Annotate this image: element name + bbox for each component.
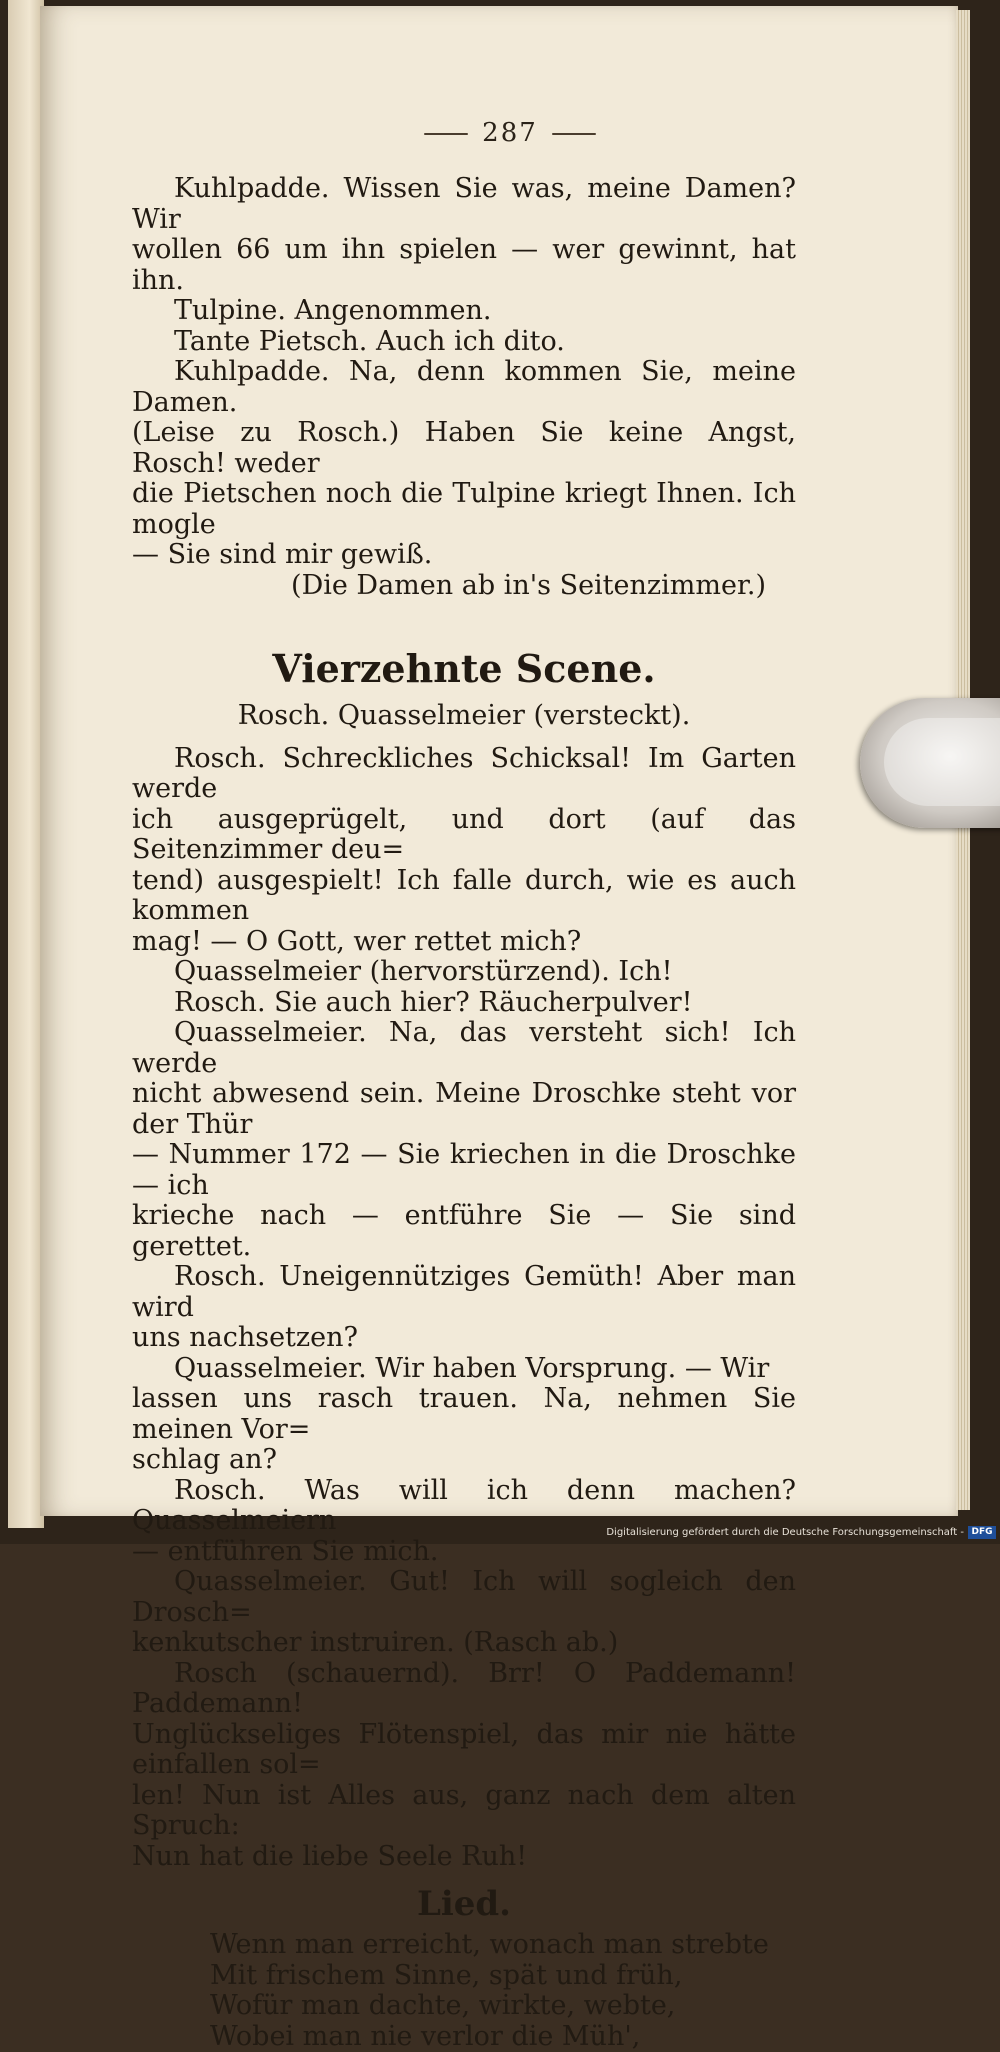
text-line: Quasselmeier. Na, das versteht sich! Ich werde (132, 1018, 796, 1079)
text-line: — entführen Sie mich. (132, 1537, 796, 1568)
page-number: 287 (40, 118, 980, 148)
song-heading: Lied. (132, 1884, 796, 1924)
text-line: Rosch. Was will ich denn machen? Quasselmeiern (132, 1476, 796, 1537)
ornament-right (552, 133, 596, 135)
page-clip-highlight (884, 718, 1000, 806)
dfg-logo: DFG (968, 1526, 996, 1539)
stage-direction: (Die Damen ab in's Seitenzimmer.) (132, 571, 796, 602)
text-line: die Pietschen noch die Tulpine kriegt Ihnen. Ich mogle (132, 479, 796, 540)
text-line: lassen uns rasch trauen. Na, nehmen Sie meinen Vor= (132, 1384, 796, 1445)
text-line: krieche nach — entführe Sie — Sie sind gerettet. (132, 1201, 796, 1262)
text-line: Kuhlpadde. Wissen Sie was, meine Damen? Wir (132, 174, 796, 235)
text-line: — Sie sind mir gewiß. (132, 540, 796, 571)
text-line: Quasselmeier. Wir haben Vorsprung. — Wir (132, 1354, 796, 1385)
text-line: Rosch (schauernd). Brr! O Paddemann! Paddemann! (132, 1659, 796, 1720)
text-line: mag! — O Gott, wer rettet mich? (132, 927, 796, 958)
left-page-edge (8, 0, 44, 1528)
text-line: Quasselmeier (hervorstürzend). Ich! (132, 957, 796, 988)
text-line: Nun hat die liebe Seele Ruh! (132, 1842, 796, 1873)
text-line: uns nachsetzen? (132, 1323, 796, 1354)
text-line: Tante Pietsch. Auch ich dito. (132, 327, 796, 358)
text-line: Kuhlpadde. Na, denn kommen Sie, meine Damen. (132, 357, 796, 418)
text-line: Tulpine. Angenommen. (132, 296, 796, 327)
page-text (132, 174, 796, 2052)
verse-line: Wenn man erreicht, wonach man strebte (132, 1930, 796, 1961)
text-line: ich ausgeprügelt, und dort (auf das Seitenzimmer deu= (132, 805, 796, 866)
text-line: schlag an? (132, 1445, 796, 1476)
scene-persons: Rosch. Quasselmeier (versteckt). (132, 701, 796, 732)
text-line: Rosch. Sie auch hier? Räucherpulver! (132, 988, 796, 1019)
text-line: — Nummer 172 — Sie kriechen in die Droschke — ich (132, 1140, 796, 1201)
verse-line: Wofür man dachte, wirkte, webte, (132, 1991, 796, 2022)
text-line: kenkutscher instruiren. (Rasch ab.) (132, 1628, 796, 1659)
ornament-left (424, 133, 468, 135)
text-line: len! Nun ist Alles aus, ganz nach dem alten Spruch: (132, 1781, 796, 1842)
text-line: Rosch. Uneigennütziges Gemüth! Aber man wird (132, 1262, 796, 1323)
text-line: Rosch. Schreckliches Schicksal! Im Garten werde (132, 744, 796, 805)
text-line: (Leise zu Rosch.) Haben Sie keine Angst, Rosch! weder (132, 418, 796, 479)
verse-line: Mit frischem Sinne, spät und früh, (132, 1961, 796, 1992)
text-line: Quasselmeier. Gut! Ich will sogleich den Drosch= (132, 1567, 796, 1628)
digitization-credit: Digitalisierung gefördert durch die Deutsche Forschungsgemeinschaft - (606, 1527, 964, 1538)
text-line: Unglückseliges Flötenspiel, das mir nie hätte einfallen sol= (132, 1720, 796, 1781)
text-line: wollen 66 um ihn spielen — wer gewinnt, hat ihn. (132, 235, 796, 296)
text-line: tend) ausgespielt! Ich falle durch, wie es auch kommen (132, 866, 796, 927)
verse-line: Wobei man nie verlor die Müh', (132, 2022, 796, 2052)
page-clip-weight (860, 698, 1000, 828)
scene-heading: Vierzehnte Scene. (132, 647, 796, 691)
text-line: nicht abwesend sein. Meine Droschke steht vor der Thür (132, 1079, 796, 1140)
